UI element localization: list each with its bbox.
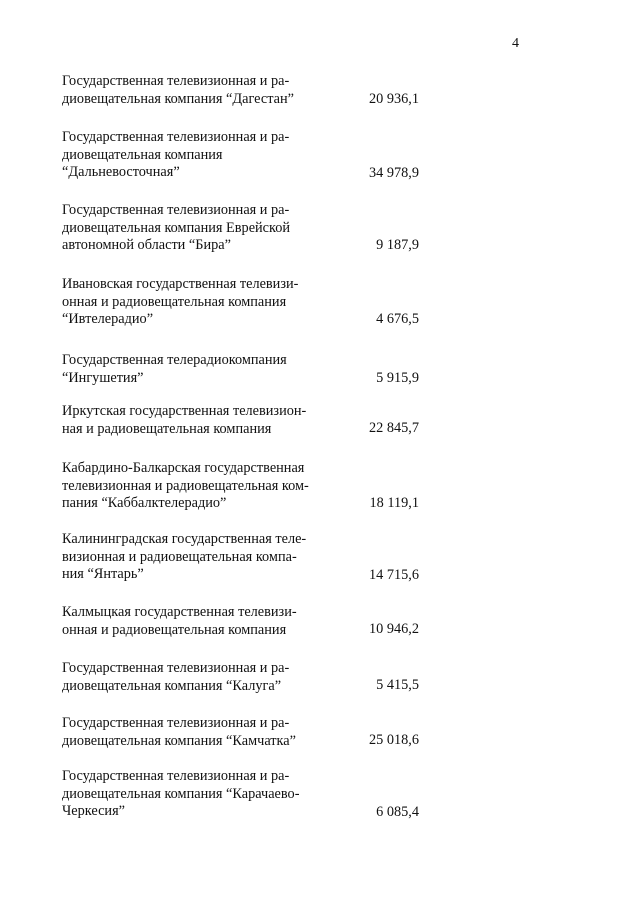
entry-value: 5 915,9: [376, 370, 419, 386]
entry-name: Ивановская государственная телевизи- онная и радиовещательная компания “Ивтелерадио”: [62, 276, 299, 327]
entry-value: 25 018,6: [368, 732, 419, 748]
list-item: [62, 352, 442, 403]
entry-value: 5 415,5: [376, 677, 419, 693]
list-item: [62, 715, 442, 768]
entry-value: 20 936,1: [368, 91, 419, 107]
page-number: 4: [512, 36, 519, 51]
entry-name: Государственная телевизионная и ра- диовещательная компания “Дагестан”: [62, 73, 294, 107]
list-item: [62, 660, 442, 715]
entry-value: 34 978,9: [368, 165, 419, 181]
entry-name: Государственная телевизионная и ра- диовещательная компания Еврейской автономной области “Бира”: [62, 202, 291, 253]
entry-value: 10 946,2: [368, 621, 419, 637]
entry-name: Кабардино-Балкарская государственная телевизионная и радиовещательная ком- пания “Каббалктелерадио”: [62, 460, 309, 511]
list-item: [62, 531, 442, 604]
entry-name: Государственная телевизионная и ра- диовещательная компания “Дальневосточная”: [62, 129, 290, 180]
entry-value: 4 676,5: [376, 311, 419, 327]
list-item: [62, 202, 442, 276]
entry-value: 22 845,7: [368, 420, 419, 436]
entry-name: Государственная телерадиокомпания “Ингушетия”: [62, 352, 287, 386]
list-item: [62, 276, 442, 352]
entry-name: Калмыцкая государственная телевизи- онная и радиовещательная компания: [62, 604, 297, 638]
entry-name: Государственная телевизионная и ра- диовещательная компания “Камчатка”: [62, 715, 296, 749]
entry-value: 14 715,6: [368, 567, 419, 583]
entry-value: 9 187,9: [376, 237, 419, 253]
entry-value: 6 085,4: [376, 804, 419, 820]
list-item: [62, 129, 442, 202]
list-item: [62, 403, 442, 460]
entries-list: [62, 73, 442, 828]
entry-name: Калининградская государственная теле- визионная и радиовещательная компа- ния “Янтарь”: [62, 531, 307, 582]
list-item: [62, 604, 442, 660]
list-item: [62, 73, 442, 129]
entry-value: 18 119,1: [369, 495, 419, 511]
entry-name: Иркутская государственная телевизион- ная и радиовещательная компания: [62, 403, 307, 437]
entry-name: Государственная телевизионная и ра- диовещательная компания “Калуга”: [62, 660, 290, 694]
list-item: [62, 768, 442, 828]
entry-name: Государственная телевизионная и ра- диовещательная компания “Карачаево- Черкесия”: [62, 768, 300, 819]
list-item: [62, 460, 442, 531]
